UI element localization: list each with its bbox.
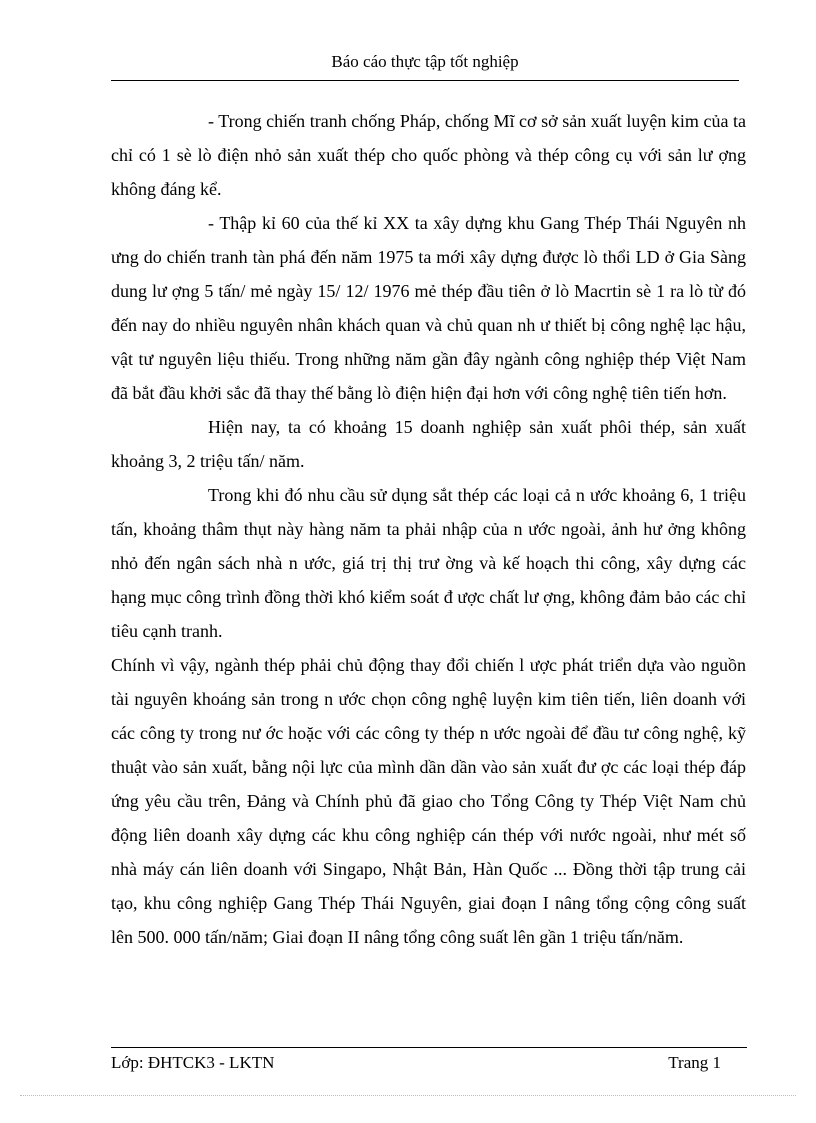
footer-class-label: Lớp: ĐHTCK3 - LKTN	[111, 1053, 275, 1072]
header-divider	[111, 80, 739, 81]
page-bottom-dotted-line	[20, 1095, 796, 1096]
page-footer	[111, 1051, 721, 1075]
paragraph-war-period: - Trong chiến tranh chống Pháp, chống Mĩ cơ sở sản xuất luyện kim của ta chỉ có 1 sè lò điện nhỏ sản xuất thép cho quốc phòng và thép công cụ với sản lư ợng không đáng kể.	[111, 111, 746, 199]
paragraph-1960s: - Thập kỉ 60 của thế kỉ XX ta xây dựng khu Gang Thép Thái Nguyên nh ưng do chiến tranh tàn phá đến năm 1975 ta mới xây dựng được lò thổi LD ở Gia Sàng dung lư ợng 5 tấn/ mẻ ngày 15/ 12/ 1976 mẻ thép đầu tiên ở lò Macrtin sè 1 ra lò từ đó đến nay do nhiều nguyên nhân khách quan và chủ quan nh ư thiết bị công nghệ lạc hậu, vật tư nguyên liệu thiếu. Trong những năm gần đây ngành công nghiệp thép Việt Nam đã bắt đầu khởi sắc đã thay thế bằng lò điện hiện đại hơn với công nghệ tiên tiến hơn.	[111, 213, 746, 403]
paragraph-current: Hiện nay, ta có khoảng 15 doanh nghiệp sản xuất phôi thép, sản xuất khoảng 3, 2 triệu tấn/ năm.	[111, 417, 746, 471]
footer-divider	[111, 1047, 747, 1048]
paragraph-demand: Trong khi đó nhu cầu sử dụng sắt thép các loại cả n ước khoảng 6, 1 triệu tấn, khoảng thâm thụt này hàng năm ta phải nhập của n ước ngoài, ảnh hư ởng không nhỏ đến ngân sách nhà n ước, giá trị thị trư ờng và kế hoạch thi công, xây dựng các hạng mục công trình đồng thời khó kiểm soát đ ược chất lư ợng, không đảm bảo các chỉ tiêu cạnh tranh.	[111, 485, 746, 641]
footer-page-number: Trang 1	[668, 1053, 721, 1072]
document-body	[111, 104, 746, 954]
page-header-title: Báo cáo thực tập tốt nghiệp	[331, 52, 519, 71]
paragraph-strategy: Chính vì vậy, ngành thép phải chủ động thay đổi chiến l ược phát triển dựa vào nguồn tài nguyên khoáng sản trong n ước chọn công nghệ luyện kim tiên tiến, liên doanh với các công ty trong nư ớc hoặc với các công ty thép n ước ngoài để đầu tư công nghệ, kỹ thuật vào sản xuất, bằng nội lực của mình dần dần vào sản xuất đư ợc các loại thép đáp ứng yêu cầu trên, Đảng và Chính phủ đã giao cho Tổng Công ty Thép Việt Nam chủ động liên doanh xây dựng các khu công nghiệp cán thép với nước ngoài, như mét số nhà máy cán liên doanh với Singapo, Nhật Bản, Hàn Quốc ... Đồng thời tập trung cải tạo, khu công nghiệp Gang Thép Thái Nguyên, giai đoạn I nâng tổng cộng công suất lên 500. 000 tấn/năm; Giai đoạn II nâng tổng công suất lên gần 1 triệu tấn/năm.	[111, 655, 746, 947]
